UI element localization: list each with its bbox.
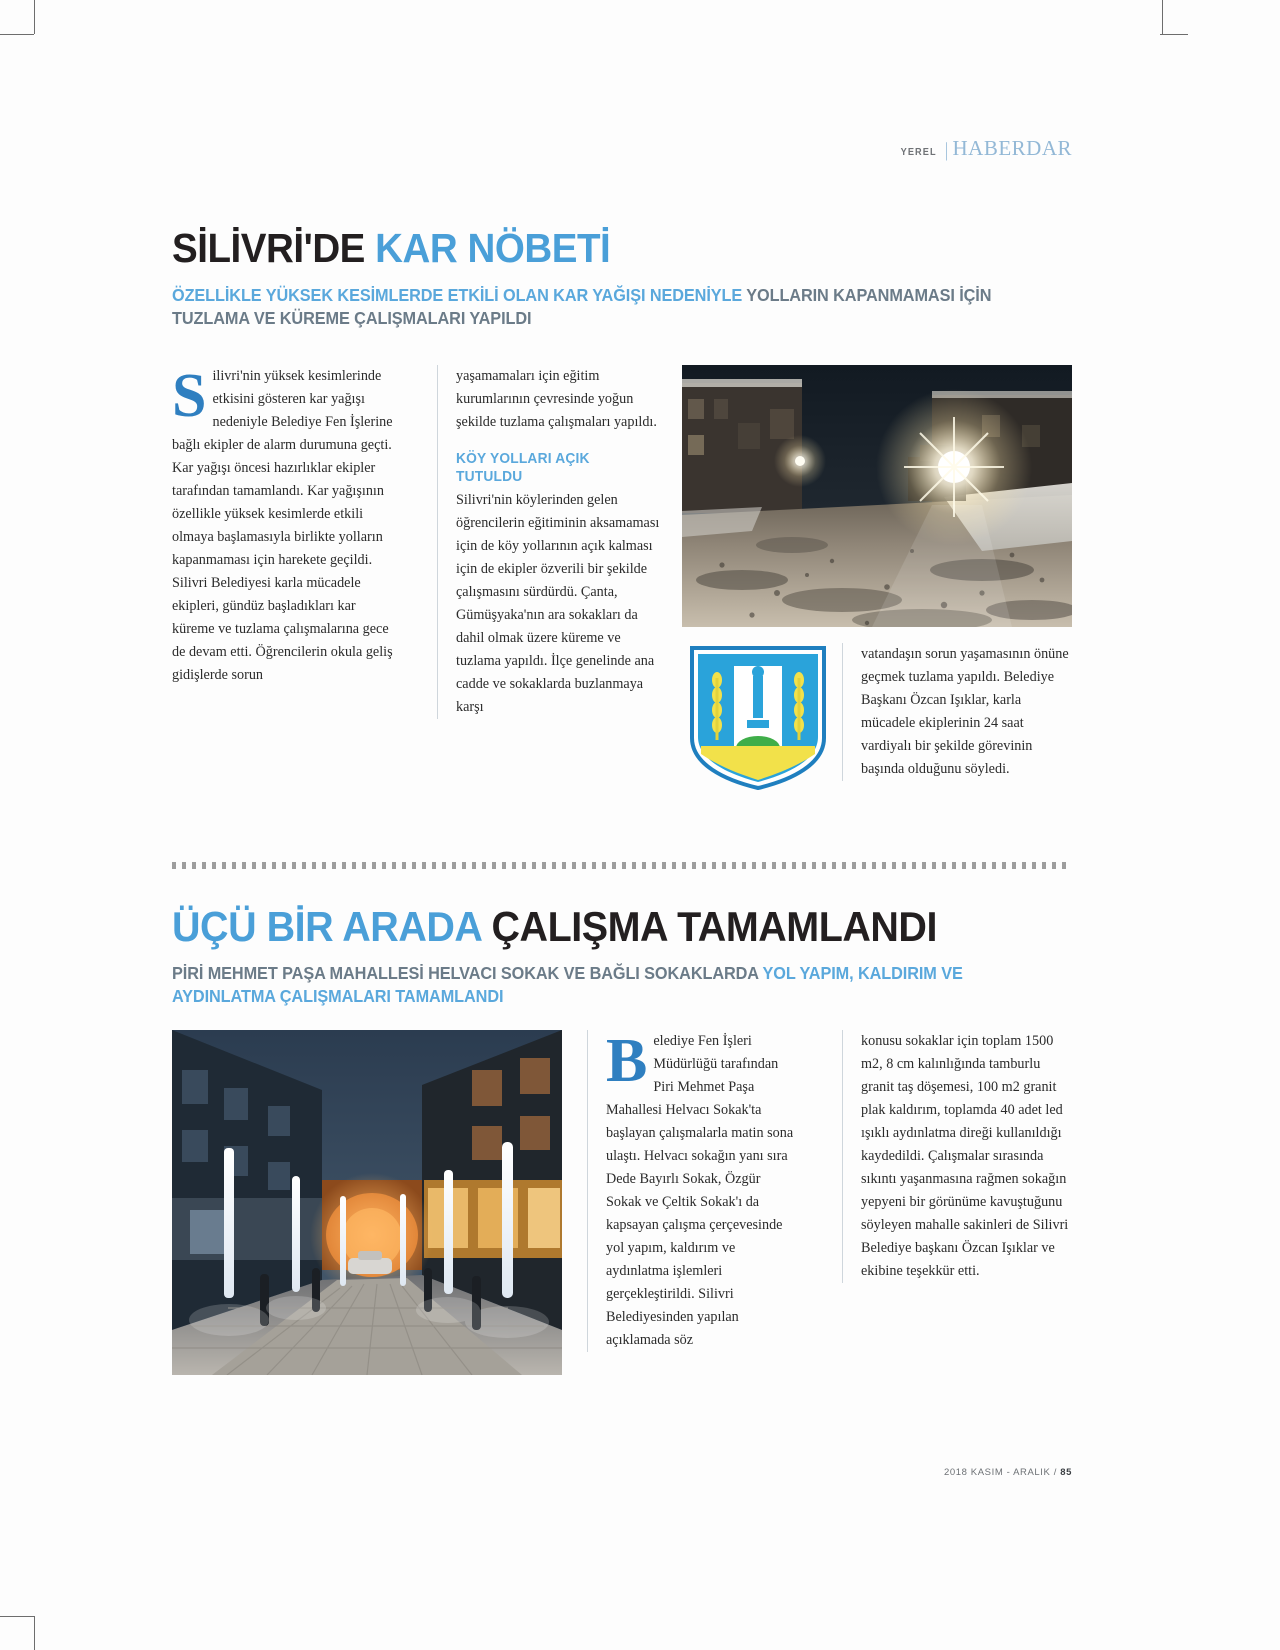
section-divider xyxy=(172,862,1072,870)
article-1-kicker: KÖY YOLLARI AÇIK TUTULDU xyxy=(456,451,590,486)
crop-mark-top-right-h xyxy=(1160,34,1188,35)
municipality-crest xyxy=(684,642,832,792)
article-1-body-2-top: yaşamamaları için eğitim kurumlarının çevresinde yoğun şekilde tuzlama çalışmaları yapıldı. xyxy=(456,368,657,430)
page-content xyxy=(172,0,1072,1650)
article-snow-watch-header xyxy=(172,225,1072,331)
article-2-headline-blue: ÜÇÜ BİR ARADA xyxy=(172,903,481,950)
article-1-subhead xyxy=(172,284,1009,331)
page-footer xyxy=(944,1467,1072,1478)
article-1-photo xyxy=(682,365,1072,627)
running-head-section: YEREL xyxy=(900,147,937,158)
article-2-dropcap: B xyxy=(606,1027,648,1095)
running-head-divider: | xyxy=(944,139,949,161)
article-2-column-2 xyxy=(842,1030,1073,1283)
running-head-brand: HABERDAR xyxy=(952,136,1072,160)
snow-street-night-photo xyxy=(682,365,1072,627)
article-1-column-2 xyxy=(437,365,666,719)
article-1-dropcap: S xyxy=(172,362,207,430)
article-1-headline-dark: SİLİVRİ'DE xyxy=(172,225,365,271)
article-2-headline xyxy=(172,903,1018,950)
silivri-belediyesi-crest-icon xyxy=(684,642,832,792)
crop-mark-top-left-h xyxy=(0,34,34,35)
article-three-in-one-header xyxy=(172,903,1072,1009)
article-1-column-3 xyxy=(842,643,1071,781)
footer-issue: 2018 KASIM - ARALIK / xyxy=(944,1467,1057,1478)
crop-mark-bottom-left-v xyxy=(34,1616,35,1650)
running-head xyxy=(899,136,1072,161)
article-2-body-2: konusu sokaklar için toplam 1500 m2, 8 cm kalınlığında tamburlu granit taş döşemesi, 100 m2 granit plak kaldırım, toplamda 40 adet led ışıklı aydınlatma direği kullanıldığı kaydedildi. Çalışmalar sırasında sıkıntı yaşanmasına rağmen sokağın yepyeni bir görünüme kavuştuğunu söyleyen mahalle sakinleri de Silivri Belediye başkanı Özcan Işıklar ve ekibine teşekkür etti. xyxy=(861,1033,1069,1279)
article-2-subhead-blue: YOL YAPIM, KALDIRIM VE AYDINLATMA ÇALIŞMALARI TAMAMLANDI xyxy=(172,963,963,1007)
article-1-subhead-dark: YOLLARIN KAPANMAMASI İÇİN TUZLAMA VE KÜREME ÇALIŞMALARI YAPILDI xyxy=(172,285,992,329)
article-1-columns xyxy=(172,362,1072,835)
article-2-subhead-dark: PİRİ MEHMET PAŞA MAHALLESİ HELVACI SOKAK VE BAĞLI SOKAKLARDA xyxy=(172,963,759,983)
renovated-street-night-photo xyxy=(172,1030,562,1375)
article-2-photo xyxy=(172,1030,562,1375)
article-2-headline-dark: ÇALIŞMA TAMAMLANDI xyxy=(491,903,937,950)
article-1-headline-blue: KAR NÖBETİ xyxy=(375,225,611,271)
article-2-subhead xyxy=(172,962,1009,1009)
article-2-column-1 xyxy=(587,1027,796,1352)
article-1-column-1 xyxy=(172,362,400,687)
article-1-subhead-blue: ÖZELLİKLE YÜKSEK KESİMLERDE ETKİLİ OLAN KAR YAĞIŞI NEDENİYLE xyxy=(172,285,743,305)
crop-mark-bottom-left-h xyxy=(0,1616,34,1617)
article-1-headline xyxy=(172,225,1018,271)
crop-mark-top-left-v xyxy=(34,0,35,34)
article-2-body-1: elediye Fen İşleri Müdürlüğü tarafından Piri Mehmet Paşa Mahallesi Helvacı Sokak'ta başlayan çalışmalarla matin sona ulaştı. Helvacı sokağın yanı sıra Dede Bayırlı Sokak, Özgür Sokak ve Çeltik Sokak'ı da kapsayan çalışma çerçevesinde yol yapım, kaldırım ve aydınlatma işlemleri gerçekleştirildi. Silivri Belediyesinden yapılan açıklamada söz xyxy=(606,1033,794,1348)
article-2-columns xyxy=(172,1027,1072,1430)
crop-mark-top-right-v xyxy=(1162,0,1163,34)
footer-page-number: 85 xyxy=(1060,1467,1072,1478)
article-1-body-3: vatandaşın sorun yaşamasının önüne geçmek tuzlama yapıldı. Belediye Başkanı Özcan Işıklar, karla mücadele ekiplerinin 24 saat vardiyalı bir şekilde görevinin başında olduğunu söyledi. xyxy=(861,646,1069,777)
article-1-body-1: ilivri'nin yüksek kesimlerinde etkisini gösteren kar yağışı nedeniyle Belediye Fen İşlerine bağlı ekipler de alarm durumuna geçti. Kar yağışı öncesi hazırlıklar ekipler tarafından tamamlandı. Kar yağışının özellikle yüksek kesimlerde etkili olmaya başlamasıyla birlikte yolların kapanmaması için harekete geçildi. Silivri Belediyesi karla mücadele ekipleri, gündüz başladıkları kar küreme ve tuzlama çalışmalarına gece de devam etti. Öğrencilerin okula geliş gidişlerde sorun xyxy=(172,368,393,683)
article-1-body-2-bottom: Silivri'nin köylerinden gelen öğrencilerin eğitiminin aksamaması için de köy yollarının açık kalması için de ekipler özverili bir şekilde çalışmasını sürdürdü. Çanta, Gümüşyaka'nın ara sokakları da dahil olmak üzere küreme ve tuzlama yapıldı. İlçe genelinde ana cadde ve sokaklarda buzlanmaya karşı xyxy=(456,492,660,716)
